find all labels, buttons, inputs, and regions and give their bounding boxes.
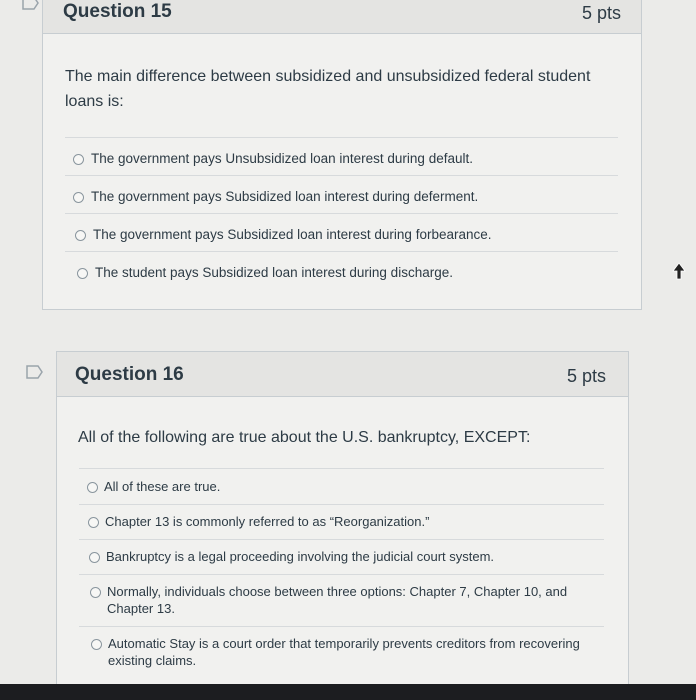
question-15-text: The main difference between subsidized and unsubsidized federal student loans is: <box>65 68 591 110</box>
answer-option[interactable] <box>65 137 618 175</box>
answer-label[interactable]: The student pays Subsidized loan interest during discharge. <box>95 265 453 280</box>
answer-option[interactable] <box>79 626 604 692</box>
answer-label[interactable]: All of these are true. <box>104 479 221 494</box>
radio-unchecked-icon[interactable] <box>73 154 84 165</box>
answer-option[interactable] <box>65 213 618 251</box>
answer-label[interactable]: Chapter 13 is commonly referred to as “Reorganization.” <box>105 514 430 529</box>
flag-question-icon[interactable] <box>26 365 44 379</box>
answer-label[interactable]: Automatic Stay is a court order that temporarily prevents creditors from recovering existing claims. <box>108 636 580 668</box>
screen-bottom-edge <box>0 684 696 700</box>
radio-unchecked-icon[interactable] <box>87 482 98 493</box>
radio-unchecked-icon[interactable] <box>75 230 86 241</box>
question-16-title: Question 16 <box>75 364 184 385</box>
answer-option[interactable] <box>79 539 604 574</box>
answer-option[interactable] <box>79 468 604 504</box>
radio-unchecked-icon[interactable] <box>91 639 102 650</box>
question-16-points: 5 pts <box>566 366 606 386</box>
radio-unchecked-icon[interactable] <box>88 517 99 528</box>
answer-label[interactable]: Bankruptcy is a legal proceeding involving the judicial court system. <box>106 549 495 564</box>
question-16-card <box>56 351 629 691</box>
question-15-card <box>42 0 642 310</box>
answer-label[interactable]: The government pays Subsidized loan interest during forbearance. <box>93 227 492 242</box>
flag-question-icon[interactable] <box>22 0 40 10</box>
question-16-text: All of the following are true about the U.S. bankruptcy, EXCEPT: <box>78 429 531 446</box>
answer-label[interactable]: Normally, individuals choose between three options: Chapter 7, Chapter 10, and Chapter 13. <box>107 584 568 616</box>
question-16-answers <box>79 468 604 692</box>
answer-option[interactable] <box>79 504 604 539</box>
radio-unchecked-icon[interactable] <box>90 587 101 598</box>
answer-option[interactable] <box>79 574 604 626</box>
question-15-answers <box>65 137 618 297</box>
question-15-points: 5 pts <box>581 3 621 23</box>
answer-label[interactable]: The government pays Unsubsidized loan interest during default. <box>91 151 473 166</box>
answer-option[interactable] <box>65 251 618 289</box>
radio-unchecked-icon[interactable] <box>73 192 84 203</box>
question-16-header <box>57 352 628 397</box>
radio-unchecked-icon[interactable] <box>89 552 100 563</box>
question-15-header <box>43 0 641 34</box>
answer-label[interactable]: The government pays Subsidized loan interest during deferment. <box>91 189 479 204</box>
radio-unchecked-icon[interactable] <box>77 268 88 279</box>
question-15-title: Question 15 <box>63 1 172 22</box>
mouse-pointer-icon <box>672 262 686 280</box>
answer-option[interactable] <box>65 175 618 213</box>
